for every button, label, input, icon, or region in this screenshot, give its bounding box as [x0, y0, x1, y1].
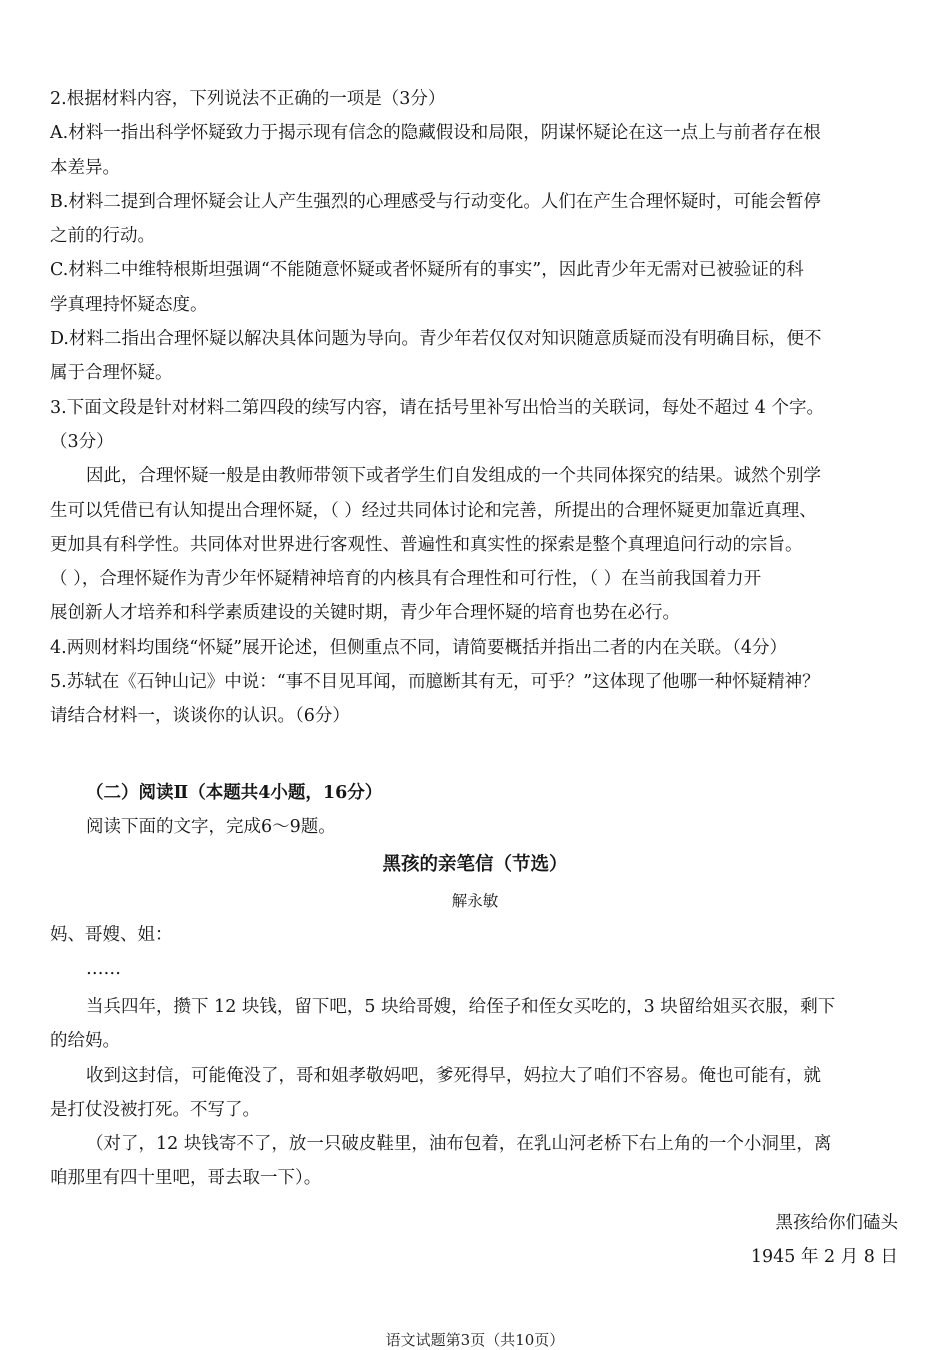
option-b-line-2: 之前的行动。 [50, 226, 155, 247]
letter-salutation: 妈、哥嫂、姐： [50, 925, 173, 945]
question-3-passage-line-1: 因此，合理怀疑一般是由教师带领下或者学生们自发组成的一个共同体探究的结果。诚然个别学 [86, 466, 821, 487]
reading-2-header [86, 776, 896, 845]
option-d-line-2: 属于合理怀疑。 [50, 363, 173, 384]
letter-para-3-line-2: 咱那里有四十里吧，哥去取一下）。 [50, 1168, 322, 1189]
letter-date: 1945 年 2 月 8 日 [750, 1247, 898, 1267]
option-c-line-1: C.材料二中维特根斯坦强调“不能随意怀疑或者怀疑所有的事实”，因此青少年无需对已被验证的科 [50, 260, 804, 281]
question-3-passage-line-3: 更加具有科学性。共同体对世界进行客观性、普遍性和真实性的探索是整个真理追问行动的宗旨。 [50, 534, 803, 555]
question-3-score: （3分） [50, 431, 114, 452]
question-2 [50, 82, 900, 734]
article-author: 解永敏 [451, 892, 499, 910]
page-footer: 语文试题第3页（共10页） [385, 1331, 565, 1349]
option-c-line-2: 学真理持怀疑态度。 [50, 294, 208, 315]
question-3-stem: 3.下面文段是针对材料二第四段的续写内容，请在括号里补写出恰当的关联词，每处不超过 4 个字。 [50, 397, 824, 418]
letter-para-1-line-2: 的给妈。 [50, 1031, 120, 1052]
letter-ellipsis: …… [86, 959, 121, 980]
question-4-stem: 4.两则材料均围绕“怀疑”展开论述，但侧重点不同，请简要概括并指出二者的内在关联。（4分） [50, 637, 787, 658]
question-3-passage-line-5: 展创新人才培养和科学素质建设的关键时期，青少年合理怀疑的培育也势在必行。 [50, 603, 680, 624]
reading-2-heading: （二）阅读Ⅱ（本题共4小题，16分） [86, 783, 383, 803]
option-a-line-1: A.材料一指出科学怀疑致力于揭示现有信念的隐藏假设和局限，阴谋怀疑论在这一点上与前者存在根 [50, 123, 821, 144]
option-d-line-1: D.材料二指出合理怀疑以解决具体问题为导向。青少年若仅仅对知识随意质疑而没有明确目标，便不 [50, 329, 822, 350]
letter-para-2-line-2: 是打仗没被打死。不写了。 [50, 1099, 260, 1120]
letter-closing: 黑孩给你们磕头 [775, 1213, 898, 1233]
option-b-line-1: B.材料二提到合理怀疑会让人产生强烈的心理感受与行动变化。人们在产生合理怀疑时，可能会暂停 [50, 191, 821, 212]
question-5-line-1: 5.苏轼在《石钟山记》中说：“事不目见耳闻，而臆断其有无，可乎？”这体现了他哪一种怀疑精神？ [50, 672, 820, 693]
letter-body [50, 918, 900, 987]
letter-para-1-line-1: 当兵四年，攒下 12 块钱，留下吧，5 块给哥嫂，给侄子和侄女买吃的，3 块留给姐买衣服，剩下 [86, 997, 836, 1017]
article-title: 黑孩的亲笔信（节选） [382, 854, 568, 875]
question-5-line-2: 请结合材料一，谈谈你的认识。（6分） [50, 706, 350, 727]
letter-paragraphs [50, 990, 900, 1196]
question-3-passage-line-4: （ ），合理怀疑作为青少年怀疑精神培育的内核具有合理性和可行性，（ ）在当前我国着力开 [50, 569, 762, 590]
letter-para-3-line-1: （对了，12 块钱寄不了，放一只破皮鞋里，油布包着，在乳山河老桥下右上角的一个小洞里，离 [86, 1134, 832, 1155]
reading-2-instruction: 阅读下面的文字，完成6～9题。 [86, 817, 336, 838]
option-a-line-2: 本差异。 [50, 157, 120, 178]
question-2-stem: 2.根据材料内容，下列说法不正确的一项是（3分） [50, 89, 446, 109]
letter-para-2-line-1: 收到这封信，可能俺没了，哥和姐孝敬妈吧，爹死得早，妈拉大了咱们不容易。俺也可能有，就 [86, 1065, 821, 1086]
question-3-passage-line-2: 生可以凭借已有认知提出合理怀疑，（ ）经过共同体讨论和完善，所提出的合理怀疑更加靠近真理、 [50, 500, 817, 521]
